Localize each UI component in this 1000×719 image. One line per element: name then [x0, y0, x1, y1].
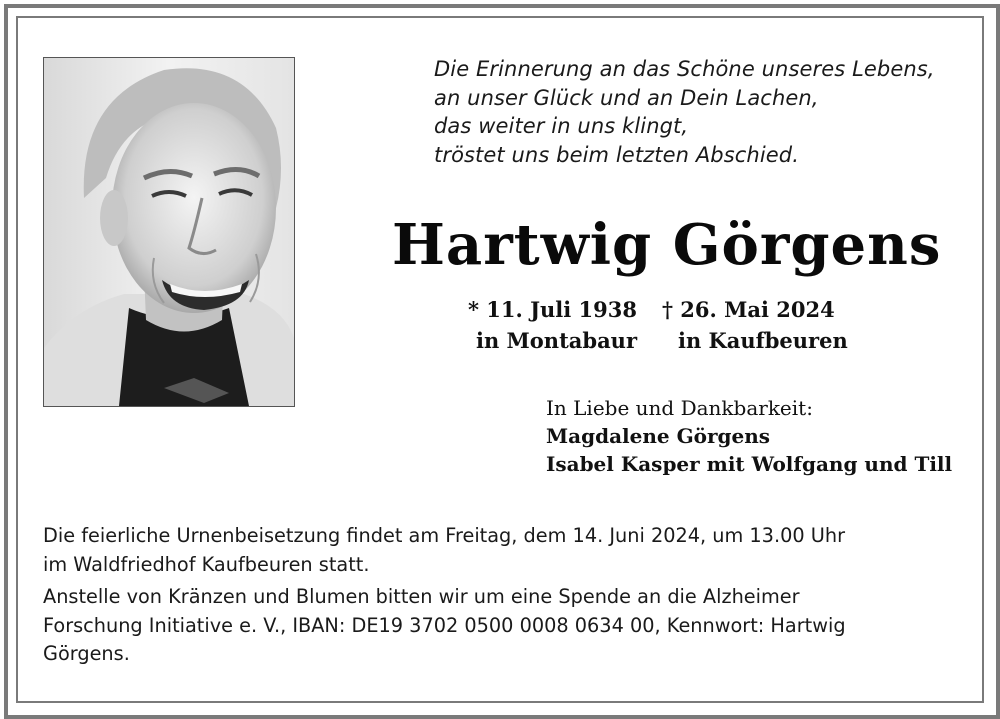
funeral-info-line: Die feierliche Urnenbeisetzung findet am Freitag, dem 14. Juni 2024, um 13.00 Uhr: [43, 524, 846, 547]
donation-info-line: Görgens.: [43, 642, 130, 665]
death-date: † 26. Mai 2024: [662, 297, 835, 322]
poem-line: an unser Glück und an Dein Lachen,: [434, 85, 819, 110]
memorial-poem: [434, 55, 974, 169]
birth-date: * 11. Juli 1938: [467, 297, 638, 322]
mourners-block: [546, 394, 952, 478]
poem-line: das weiter in uns klingt,: [434, 114, 689, 138]
death-place: in Kaufbeuren: [678, 328, 848, 353]
birth-info: [452, 294, 637, 356]
birth-place: in Montabaur: [476, 328, 638, 353]
mourner-name: Isabel Kasper mit Wolfgang und Till: [546, 452, 953, 476]
donation-info-line: Anstelle von Kränzen und Blumen bitten wir um eine Spende an die Alzheimer: [43, 585, 800, 608]
thanks-heading: In Liebe und Dankbarkeit:: [546, 396, 813, 420]
death-info: [662, 294, 848, 356]
deceased-name: Hartwig Görgens: [392, 212, 942, 278]
portrait-photo: [43, 57, 295, 407]
poem-line: tröstet uns beim letzten Abschied.: [434, 142, 799, 167]
donation-info-line: Forschung Initiative e. V., IBAN: DE19 3702 0500 0008 0634 00, Kennwort: Hartwig: [43, 613, 846, 637]
funeral-info: [43, 522, 957, 579]
donation-info: [43, 583, 957, 669]
poem-line: Die Erinnerung an das Schöne unseres Lebens,: [434, 57, 935, 81]
mourner-name: Magdalene Görgens: [546, 424, 771, 448]
funeral-info-line: im Waldfriedhof Kaufbeuren statt.: [43, 552, 370, 576]
